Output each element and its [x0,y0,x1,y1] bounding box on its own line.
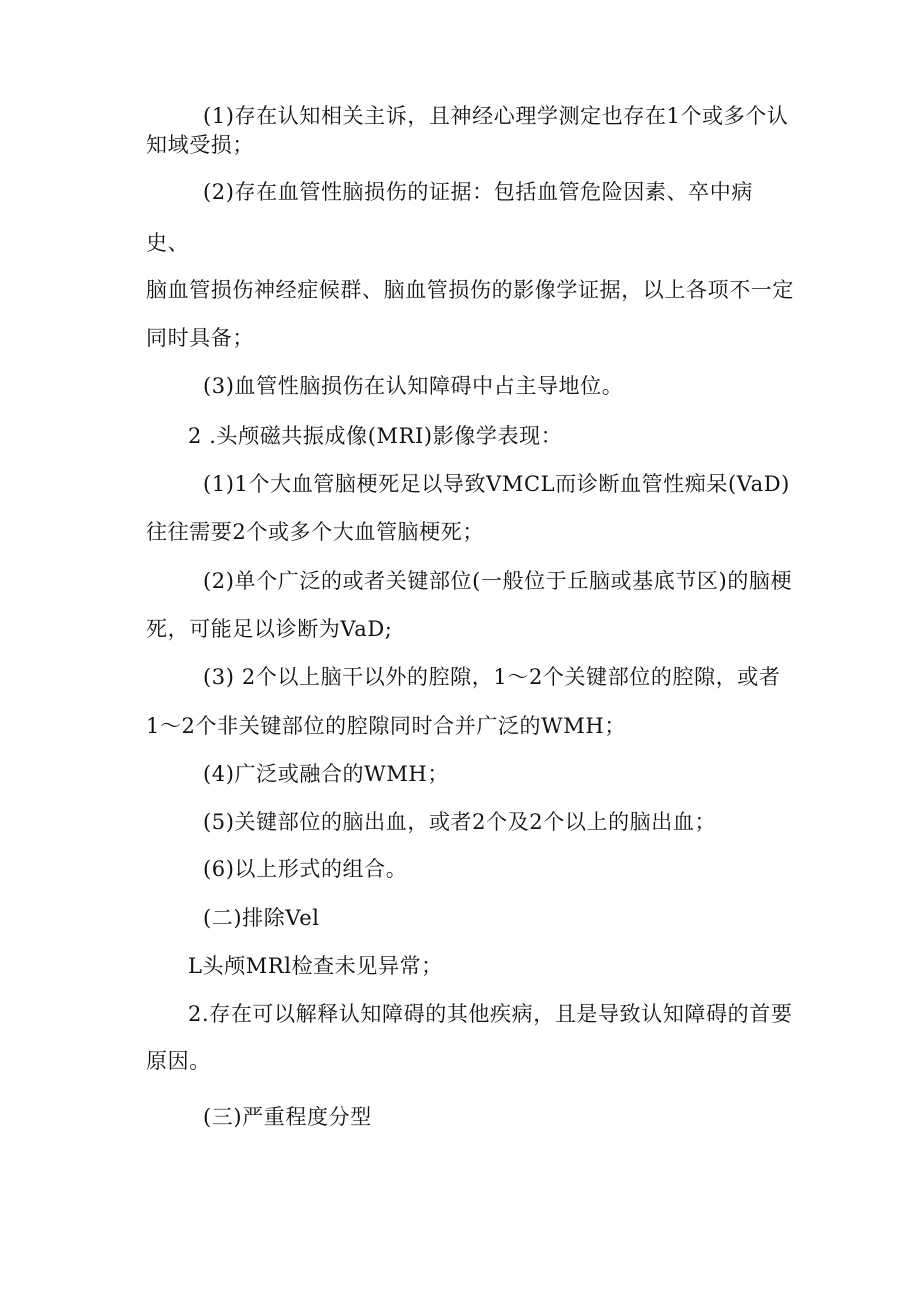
text-line-criterion-2: (2)存在血管性脑损伤的证据：包括血管危险因素、卒中病 [203,180,753,204]
section-heading-exclude: (二)排除Vel [203,906,320,930]
text-line-criterion-1-cont: 知域受损； [146,133,254,157]
text-line-criterion-2-cont-a: 史、 [146,231,190,255]
text-line-criterion-2-cont-c: 同时具备； [146,326,254,350]
text-line-exclude-2-cont: 原因。 [146,1049,211,1073]
text-line-criterion-3: (3)血管性脑损伤在认知障碍中占主导地位。 [203,374,624,398]
text-line-mri-5: (5)关键部位的脑出血，或者2个及2个以上的脑出血； [203,810,717,834]
text-line-mri-1-cont: 往往需要2个或多个大血管脑梗死； [146,520,484,544]
text-line-mri-3-cont: 1～2个非关键部位的腔隙同时合并广泛的WMH； [146,714,626,738]
text-line-criterion-1: (1)存在认知相关主诉，且神经心理学测定也存在1个或多个认 [203,104,789,128]
text-line-mri-4: (4)广泛或融合的WMH； [203,762,449,786]
text-line-mri-6: (6)以上形式的组合。 [203,857,408,881]
text-line-exclude-1: L头颅MRl检查未见异常； [188,954,443,978]
text-line-mri-2-cont: 死，可能足以诊断为VaD; [146,617,393,641]
text-line-mri-3: (3) 2个以上脑干以外的腔隙，1～2个关键部位的腔隙，或者 [203,665,781,689]
text-line-mri-2: (2)单个广泛的或者关键部位(一般位于丘脑或基底节区)的脑梗 [203,569,793,593]
section-heading-severity: (三)严重程度分型 [203,1105,372,1129]
text-line-mri-1: (1)1个大血管脑梗死足以导致VMCL而诊断血管性痴呆(VaD) [203,472,790,496]
text-line-exclude-2: 2.存在可以解释认知障碍的其他疾病，且是导致认知障碍的首要 [188,1002,793,1026]
text-line-criterion-2-cont-b: 脑血管损伤神经症候群、脑血管损伤的影像学证据，以上各项不一定 [146,278,794,302]
section-heading-mri: 2 .头颅磁共振成像(MRI)影像学表现： [188,424,563,448]
